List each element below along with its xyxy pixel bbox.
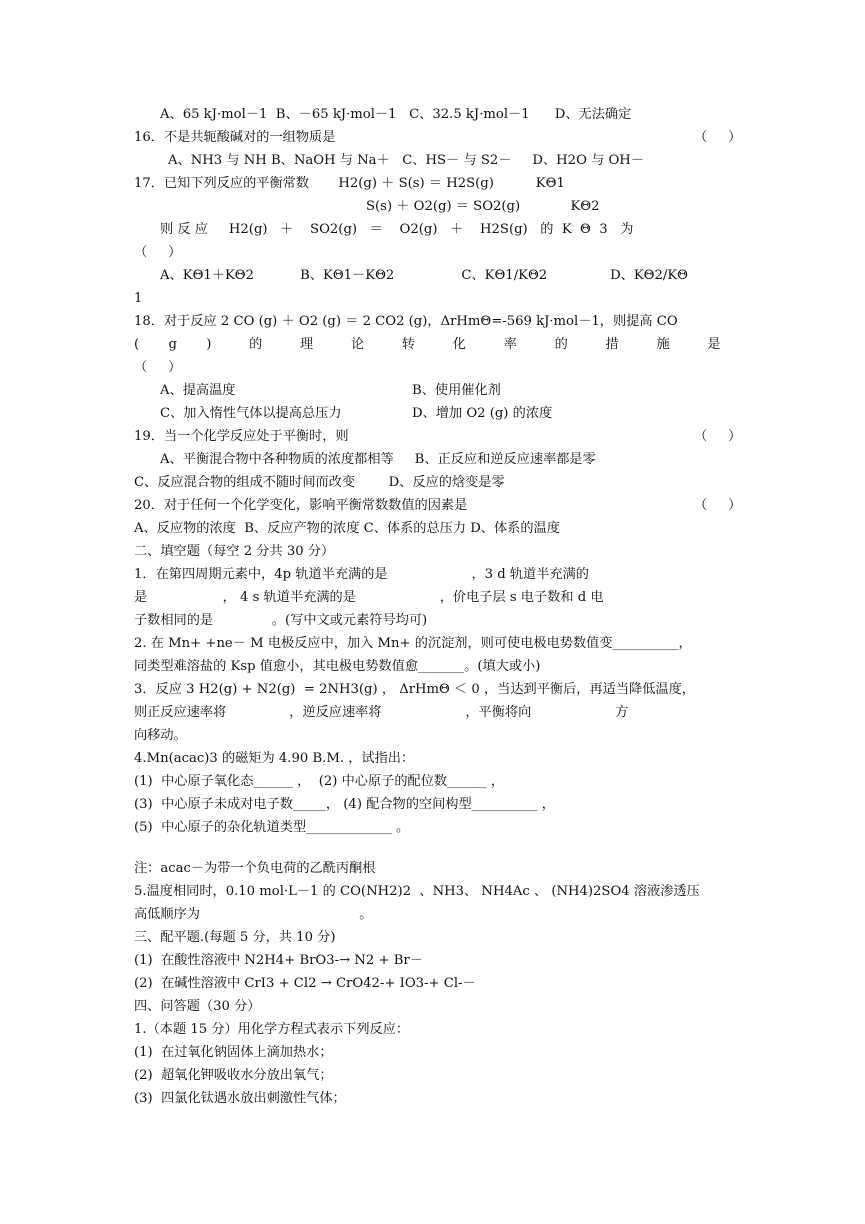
line-text: A、平衡混合物中各种物质的浓度都相等 B、正反应和逆反应速率都是零 [160,452,596,467]
text-line [134,337,721,353]
line-text: C、反应混合物的组成不随时间而改变 D、反应的焓变是零 [134,475,505,490]
line-text: 17．已知下列反应的平衡常数 H2(g) ＋ S(s) ＝ H2S(g) KΘ1 [134,176,565,191]
text-line [134,976,476,992]
text-line [134,613,427,629]
text-line [134,544,334,560]
line-text: 1．在第四周期元素中，4p 轨道半充满的是 ，3 d 轨道半充满的 [134,567,589,582]
text-line [134,1022,409,1038]
line-text: 子数相同的是 。(写中文或元素符号均可) [134,613,428,628]
line-text: （ ） [134,245,182,260]
text-line [160,222,633,238]
text-line [134,314,678,330]
line-text: 2. 在 Mn+ +ne－ M 电极反应中，加入 Mn+ 的沉淀剂，则可使电极电势数值变__________， [134,636,692,651]
option-column-2: B、使用催化剂 [412,383,501,398]
line-text: 四、问答题（30 分） [134,999,261,1014]
line-text: 1 [134,291,143,306]
option-column-2: D、增加 O2 (g) 的浓度 [412,406,553,421]
line-text: 注：acac－为带一个负电荷的乙酰丙酮根 [134,861,376,876]
line-text: (1) 中心原子氧化态______ ， (2) 中心原子的配位数______ ， [134,774,505,789]
text-line [134,861,376,877]
line-text: (3) 中心原子未成对电子数_____， (4) 配合物的空间构型__________ ， [134,797,555,812]
line-text: 向移动。 [134,728,187,743]
text-line [134,1045,333,1061]
line-text: (3) 四氯化钛遇水放出刺激性气体； [134,1091,346,1106]
text-line [134,728,187,744]
text-line [134,521,560,537]
line-text: 20．对于任何一个化学变化，影响平衡常数数值的因素是 [134,498,468,513]
line-text: 同类型难溶盐的 Ksp 值愈小，其电极电势数值愈_______。(填大或小) [134,659,541,674]
line-text: 5.温度相同时，0.10 mol·L－1 的 CO(NH2)2 、NH3、 NH4Ac 、 (NH4)2SO4 溶液渗透压 [134,884,700,899]
text-line [134,953,423,969]
line-text: A、提高温度 [160,383,236,398]
answer-bracket: （ ） [694,498,742,513]
text-line [134,567,589,583]
line-text: (1) 在过氧化钠固体上滴加热水； [134,1045,333,1060]
text-line [160,452,596,468]
text-line [134,429,349,445]
text-line [134,884,700,900]
line-text: 三、配平题.(每题 5 分，共 10 分) [134,930,336,945]
line-text: A、反应物的浓度 B、反应产物的浓度 C、体系的总压力 D、体系的温度 [134,521,560,536]
text-line [134,659,540,675]
text-line [366,199,600,215]
text-line [160,268,688,284]
text-line [134,1091,346,1107]
text-line [134,245,181,261]
line-text: (2) 超氧化钾吸收水分放出氧气； [134,1068,333,1083]
line-text: (1) 在酸性溶液中 N2H4+ BrO3-→ N2 + Br－ [134,953,423,968]
text-line [134,1068,333,1084]
text-line [160,107,631,123]
line-text: 则 反 应 H2(g) ＋ SO2(g) ＝ O2(g) ＋ H2S(g) 的 K Θ 3 为 [160,222,634,237]
line-text: （ ） [134,360,182,375]
text-line [160,406,342,422]
text-line [134,636,692,652]
line-text: 18．对于反应 2 CO (g) ＋ O2 (g) ＝ 2 CO2 (g)，ΔrHmΘ=-569 kJ·mol－1，则提高 CO [134,314,678,329]
line-text: S(s) ＋ O2(g) ＝ SO2(g) KΘ2 [366,199,600,214]
text-line [134,705,628,721]
text-line [134,774,504,790]
text-line [160,383,235,399]
line-text: 19．当一个化学反应处于平衡时，则 [134,429,349,444]
line-text: 高低顺序为 。 [134,907,373,922]
text-line [134,797,555,813]
text-line [134,999,260,1015]
text-line [168,153,644,169]
line-text: 16．不是共轭酸碱对的一组物质是 [134,130,336,145]
text-line [134,130,335,146]
line-text: 1.（本题 15 分）用化学方程式表示下列反应： [134,1022,410,1037]
text-line [134,498,467,514]
line-text: (5) 中心原子的杂化轨道类型_____________ 。 [134,820,410,835]
line-text: A、65 kJ·mol－1 B、－65 kJ·mol－1 C、32.5 kJ·mol－1 D、无法确定 [160,107,632,122]
text-line [134,590,604,606]
line-text: 则正反应速率将 ，逆反应速率将 ，平衡将向 方 [134,705,629,720]
answer-bracket: （ ） [694,429,742,444]
line-text: ( g ) 的 理 论 转 化 率 的 措 施 是 [134,337,721,352]
line-text: 二、填空题（每空 2 分共 30 分） [134,544,335,559]
text-line [134,820,409,836]
line-text: 是 ， 4 s 轨道半充满的是 ，价电子层 s 电子数和 d 电 [134,590,604,605]
line-text: A、KΘ1＋KΘ2 B、KΘ1－KΘ2 C、KΘ1/KΘ2 D、KΘ2/KΘ [160,268,688,283]
text-line [134,907,372,923]
answer-bracket: （ ） [694,130,742,145]
text-line [134,682,695,698]
text-line [134,360,181,376]
text-line [134,176,565,192]
text-line [134,930,335,946]
line-text: A、NH3 与 NH B、NaOH 与 Na＋ C、HS－ 与 S2－ D、H2O 与 OH－ [168,153,644,168]
text-line [134,291,142,307]
line-text: 4.Mn(acac)3 的磁矩为 4.90 B.M. ，试指出： [134,751,415,766]
text-line [134,475,505,491]
line-text: (2) 在碱性溶液中 CrI3 + Cl2 → CrO42-+ IO3-+ Cl-－ [134,976,476,991]
line-text: C、加入惰性气体以提高总压力 [160,406,342,421]
line-text: 3．反应 3 H2(g) + N2(g) = 2NH3(g) ， ΔrHmΘ ＜ 0 ，当达到平衡后，再适当降低温度， [134,682,695,697]
text-line [134,751,414,767]
